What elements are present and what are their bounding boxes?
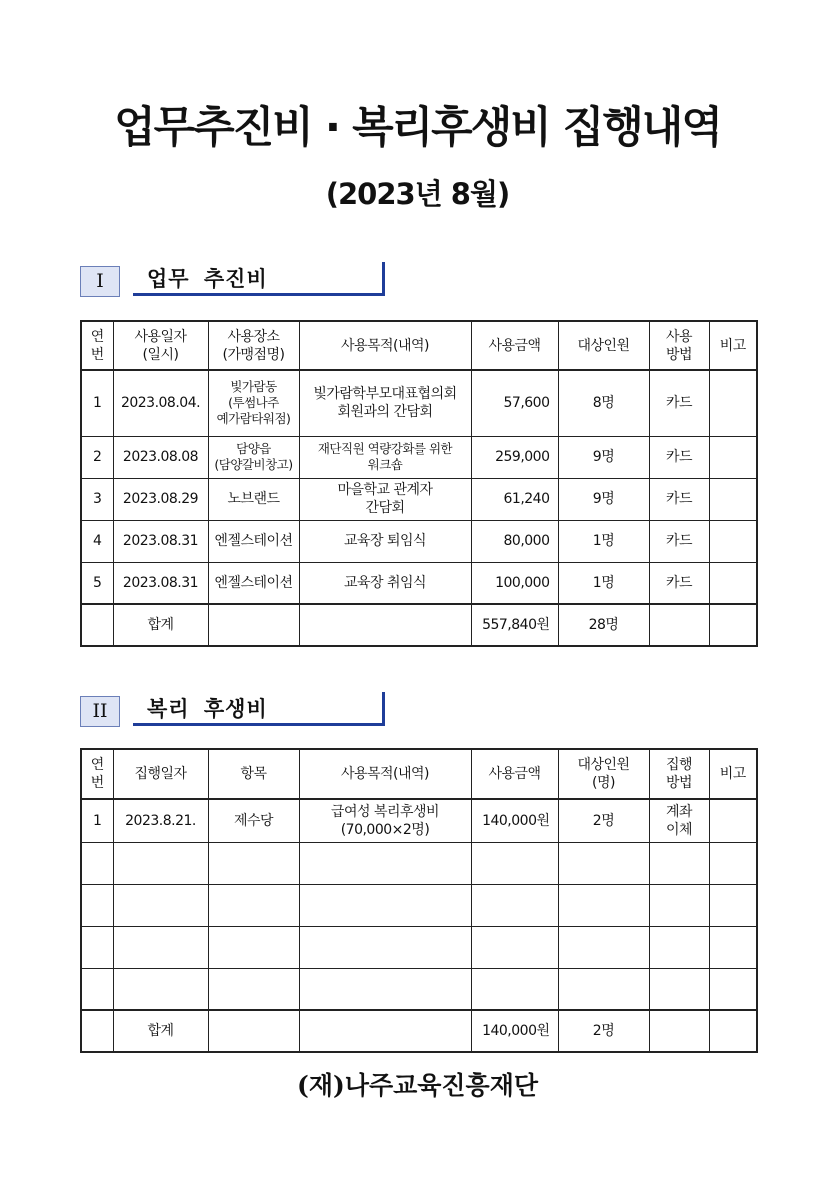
header-amount: 사용금액 <box>471 749 558 799</box>
header-no: 연 번 <box>81 321 113 370</box>
row-amount: 57,600 <box>471 370 558 436</box>
total-label: 합계 <box>113 1010 208 1052</box>
header-note: 비고 <box>709 749 757 799</box>
row-place: 엔젤스테이션 <box>208 562 299 604</box>
empty-row <box>81 842 757 884</box>
row-method: 계좌 이체 <box>649 799 709 842</box>
row-date: 2023.08.29 <box>113 478 208 520</box>
total-blank <box>208 604 299 646</box>
total-blank <box>709 604 757 646</box>
row-people: 8명 <box>558 370 649 436</box>
row-date: 2023.08.31 <box>113 520 208 562</box>
row-people: 1명 <box>558 520 649 562</box>
table-row <box>81 436 757 478</box>
table-row <box>81 478 757 520</box>
table-row <box>81 370 757 436</box>
document-title: 업무추진비 · 복리후생비 집행내역 <box>114 103 721 153</box>
section-1-label: 업무 추진비 <box>133 262 385 296</box>
total-people: 28명 <box>558 604 649 646</box>
row-note <box>709 562 757 604</box>
header-date: 집행일자 <box>113 749 208 799</box>
row-purpose: 교육장 퇴임식 <box>299 520 471 562</box>
total-blank <box>649 1010 709 1052</box>
row-people: 1명 <box>558 562 649 604</box>
row-item: 제수당 <box>208 799 299 842</box>
table-header-row <box>81 321 757 370</box>
total-blank <box>299 1010 471 1052</box>
table-row <box>81 520 757 562</box>
total-amount: 140,000원 <box>471 1010 558 1052</box>
row-date: 2023.08.04. <box>113 370 208 436</box>
row-method: 카드 <box>649 436 709 478</box>
row-note <box>709 520 757 562</box>
row-no: 4 <box>81 520 113 562</box>
row-no: 1 <box>81 370 113 436</box>
header-amount: 사용금액 <box>471 321 558 370</box>
header-place: 사용장소 (가맹점명) <box>208 321 299 370</box>
total-blank <box>299 604 471 646</box>
row-purpose: 빛가람학부모대표협의회 회원과의 간담회 <box>299 370 471 436</box>
row-place: 노브랜드 <box>208 478 299 520</box>
header-method: 사용 방법 <box>649 321 709 370</box>
row-amount: 259,000 <box>471 436 558 478</box>
row-method: 카드 <box>649 562 709 604</box>
row-date: 2023.08.08 <box>113 436 208 478</box>
table-row <box>81 799 757 842</box>
header-method: 집행 방법 <box>649 749 709 799</box>
total-label: 합계 <box>113 604 208 646</box>
row-amount: 80,000 <box>471 520 558 562</box>
header-people: 대상인원 <box>558 321 649 370</box>
header-purpose: 사용목적(내역) <box>299 321 471 370</box>
table-row <box>81 562 757 604</box>
row-note <box>709 478 757 520</box>
total-blank <box>81 604 113 646</box>
section-1-number: I <box>80 266 120 297</box>
row-no: 2 <box>81 436 113 478</box>
row-note <box>709 799 757 842</box>
row-no: 5 <box>81 562 113 604</box>
total-people: 2명 <box>558 1010 649 1052</box>
row-place: 빛가람동 (투썸나주 예가람타워점) <box>208 370 299 436</box>
empty-row <box>81 968 757 1010</box>
row-method: 카드 <box>649 370 709 436</box>
total-blank <box>81 1010 113 1052</box>
total-blank <box>709 1010 757 1052</box>
section-2-number: II <box>80 696 120 727</box>
row-method: 카드 <box>649 520 709 562</box>
row-method: 카드 <box>649 478 709 520</box>
row-people: 9명 <box>558 436 649 478</box>
empty-row <box>81 926 757 968</box>
section-2-label: 복리 후생비 <box>133 692 385 726</box>
row-place: 담양읍 (담양갈비창고) <box>208 436 299 478</box>
header-date: 사용일자 (일시) <box>113 321 208 370</box>
row-purpose: 마을학교 관계자 간담회 <box>299 478 471 520</box>
row-amount: 61,240 <box>471 478 558 520</box>
total-row <box>81 604 757 646</box>
total-amount: 557,840원 <box>471 604 558 646</box>
row-people: 9명 <box>558 478 649 520</box>
header-people: 대상인원 (명) <box>558 749 649 799</box>
row-date: 2023.08.31 <box>113 562 208 604</box>
empty-row <box>81 884 757 926</box>
row-no: 1 <box>81 799 113 842</box>
row-no: 3 <box>81 478 113 520</box>
row-amount: 100,000 <box>471 562 558 604</box>
total-blank <box>208 1010 299 1052</box>
row-purpose: 재단직원 역량강화를 위한 워크숍 <box>299 436 471 478</box>
business-expense-table <box>80 320 758 647</box>
welfare-expense-table <box>80 748 758 1053</box>
row-note <box>709 436 757 478</box>
header-item: 항목 <box>208 749 299 799</box>
organization-name: (재)나주교육진흥재단 <box>296 1071 538 1100</box>
header-note: 비고 <box>709 321 757 370</box>
document-subtitle: (2023년 8월) <box>325 177 510 211</box>
header-purpose: 사용목적(내역) <box>299 749 471 799</box>
header-no: 연 번 <box>81 749 113 799</box>
row-place: 엔젤스테이션 <box>208 520 299 562</box>
row-amount: 140,000원 <box>471 799 558 842</box>
total-blank <box>649 604 709 646</box>
row-note <box>709 370 757 436</box>
row-purpose: 교육장 취임식 <box>299 562 471 604</box>
row-people: 2명 <box>558 799 649 842</box>
row-purpose: 급여성 복리후생비 (70,000×2명) <box>299 799 471 842</box>
total-row <box>81 1010 757 1052</box>
row-date: 2023.8.21. <box>113 799 208 842</box>
table-header-row <box>81 749 757 799</box>
